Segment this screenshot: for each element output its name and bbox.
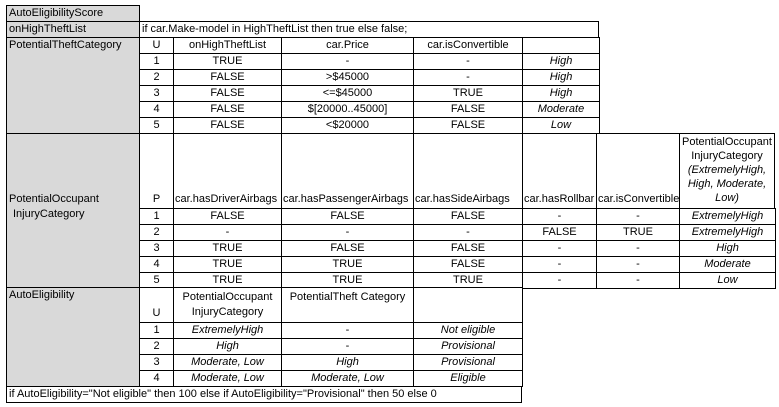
theft-table-cell: FALSE: [413, 117, 523, 134]
theft-table-cell: TRUE: [173, 53, 282, 70]
eligibility-table-cell: Moderate, Low: [281, 370, 414, 387]
eligibility-header-cell: U: [139, 287, 174, 323]
theft-table-cell: TRUE: [413, 85, 523, 102]
eligibility-table-cell: Moderate, Low: [173, 354, 282, 371]
injury-table-cell: TRUE: [173, 256, 282, 273]
theft-table-cell: <$20000: [281, 117, 414, 134]
injury-label-line1: PotentialOccupant: [9, 193, 99, 205]
injury-table-cell: -: [281, 224, 414, 241]
injury-table-cell: 1: [139, 208, 174, 225]
eligibility-table-cell: Moderate, Low: [173, 370, 282, 387]
injury-table-cell: -: [173, 224, 282, 241]
injury-header-cell: car.hasPassengerAirbags: [281, 133, 414, 209]
injury-table-cell: 4: [139, 256, 174, 273]
theft-label: PotentialTheftCategory: [6, 37, 140, 134]
eligibility-header-cell: [413, 287, 523, 323]
theft-table-cell: Low: [522, 117, 600, 134]
theft-header-cell: U: [139, 37, 174, 54]
injury-table-cell: -: [522, 240, 597, 257]
theft-header-cell: onHighTheftList: [173, 37, 282, 54]
injury-table-cell: TRUE: [281, 272, 414, 289]
injury-table-cell: ExtremelyHigh: [679, 224, 776, 241]
eligibility-header-cell: PotentialTheft Category: [281, 287, 414, 323]
injury-table-cell: FALSE: [413, 240, 523, 257]
injury-table-cell: TRUE: [173, 240, 282, 257]
theft-table-cell: FALSE: [173, 117, 282, 134]
injury-table-cell: -: [596, 208, 680, 225]
title-cell: AutoEligibilityScore: [6, 5, 140, 22]
injury-label-line2: InjuryCategory: [13, 208, 85, 220]
on-high-theft-rule: if car.Make-model in HighTheftList then true else false;: [139, 21, 599, 38]
injury-header-cell: car.hasSideAirbags: [413, 133, 523, 209]
eligibility-table-cell: Eligible: [413, 370, 523, 387]
injury-table-cell: 3: [139, 240, 174, 257]
injury-output-header-line1: PotentialOccupant: [682, 136, 772, 148]
theft-table-cell: -: [413, 53, 523, 70]
theft-table-cell: High: [522, 53, 600, 70]
theft-header-cell: [522, 37, 600, 54]
injury-header-cell: P: [139, 133, 174, 209]
theft-table-cell: $[20000..45000]: [281, 101, 414, 118]
theft-table-cell: FALSE: [173, 85, 282, 102]
injury-table-cell: 5: [139, 272, 174, 289]
injury-header-cell: car.hasDriverAirbags: [173, 133, 282, 209]
eligibility-table-cell: 1: [139, 322, 174, 339]
injury-table-cell: FALSE: [413, 256, 523, 273]
injury-table-cell: Low: [679, 272, 776, 289]
injury-table-cell: TRUE: [413, 272, 523, 289]
eligibility-table-cell: High: [281, 354, 414, 371]
injury-output-header: [679, 133, 775, 209]
theft-table-cell: 3: [139, 85, 174, 102]
theft-table-cell: 5: [139, 117, 174, 134]
theft-table-cell: 1: [139, 53, 174, 70]
injury-table-cell: -: [596, 256, 680, 273]
eligibility-table-cell: ExtremelyHigh: [173, 322, 282, 339]
eligibility-table-cell: 2: [139, 338, 174, 355]
injury-header-cell: car.hasRollbar: [522, 133, 597, 209]
theft-table-cell: -: [413, 69, 523, 86]
injury-output-header-line2: InjuryCategory: [691, 150, 763, 162]
injury-table-cell: FALSE: [413, 208, 523, 225]
injury-table-cell: ExtremelyHigh: [679, 208, 776, 225]
theft-table-cell: FALSE: [413, 101, 523, 118]
eligibility-table-cell: 3: [139, 354, 174, 371]
theft-table-cell: High: [522, 69, 600, 86]
eligibility-label: AutoEligibility: [6, 287, 140, 387]
eligibility-table-cell: -: [281, 338, 414, 355]
injury-table-cell: Moderate: [679, 256, 776, 273]
theft-table-cell: Moderate: [522, 101, 600, 118]
injury-table-cell: FALSE: [522, 224, 597, 241]
injury-table-cell: TRUE: [173, 272, 282, 289]
score-rule: if AutoEligibility="Not eligible" then 100 else if AutoEligibility="Provisional" then 50 else 0: [6, 386, 522, 403]
theft-table-cell: FALSE: [173, 101, 282, 118]
on-high-theft-label: onHighTheftList: [6, 21, 140, 38]
injury-label: [6, 133, 140, 288]
injury-table-cell: FALSE: [173, 208, 282, 225]
theft-table-cell: <=$45000: [281, 85, 414, 102]
eligibility-table-cell: High: [173, 338, 282, 355]
eligibility-table-cell: 4: [139, 370, 174, 387]
theft-table-cell: 4: [139, 101, 174, 118]
injury-table-cell: -: [413, 224, 523, 241]
injury-table-cell: TRUE: [281, 256, 414, 273]
injury-output-header-values: (ExtremelyHigh, High, Moderate, Low): [687, 164, 767, 204]
injury-table-cell: -: [596, 240, 680, 257]
eligibility-table-cell: Not eligible: [413, 322, 523, 339]
eligibility-table-cell: -: [281, 322, 414, 339]
injury-header-cell: car.isConvertible: [596, 133, 680, 209]
theft-table-cell: 2: [139, 69, 174, 86]
eligibility-table-cell: Provisional: [413, 338, 523, 355]
theft-table-cell: High: [522, 85, 600, 102]
theft-table-cell: >$45000: [281, 69, 414, 86]
eligibility-header-cell: PotentialOccupant InjuryCategory: [173, 287, 282, 323]
injury-table-cell: -: [596, 272, 680, 289]
injury-table-cell: High: [679, 240, 776, 257]
theft-header-cell: car.isConvertible: [413, 37, 523, 54]
theft-table-cell: -: [281, 53, 414, 70]
injury-table-cell: FALSE: [281, 240, 414, 257]
injury-table-cell: TRUE: [596, 224, 680, 241]
eligibility-table-cell: Provisional: [413, 354, 523, 371]
injury-table-cell: -: [522, 272, 597, 289]
injury-table-cell: 2: [139, 224, 174, 241]
injury-table-cell: -: [522, 208, 597, 225]
theft-table-cell: FALSE: [173, 69, 282, 86]
injury-table-cell: FALSE: [281, 208, 414, 225]
theft-header-cell: car.Price: [281, 37, 414, 54]
injury-table-cell: -: [522, 256, 597, 273]
